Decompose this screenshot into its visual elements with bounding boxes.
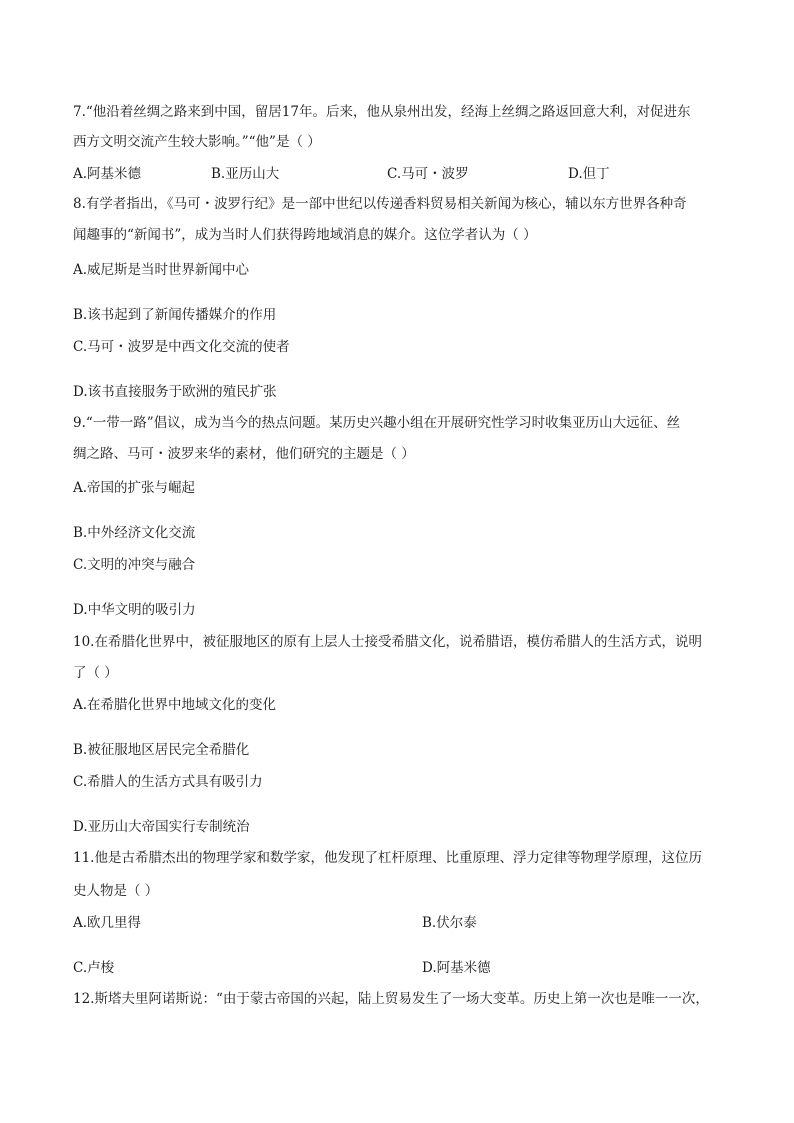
question-11-stem-line-2: 史人物是（ ）: [73, 883, 159, 899]
question-9-option-d: D.中华文明的吸引力: [73, 602, 196, 618]
question-11-option-c: C.卢梭: [73, 960, 115, 976]
question-11-stem-line-1: 11.他是古希腊杰出的物理学家和数学家，他发现了杠杆原理、比重原理、浮力定律等物理学原理，这位历: [73, 850, 702, 866]
question-7-option-a: A.阿基米德: [73, 166, 142, 182]
question-8-option-b: B.该书起到了新闻传播媒介的作用: [73, 307, 277, 323]
question-10-stem-line-1: 10.在希腊化世界中，被征服地区的原有上层人士接受希腊文化，说希腊语，模仿希腊人的生活方式，说明: [73, 634, 702, 650]
question-8-stem-line-1: 8.有学者指出，《马可・波罗行纪》是一部中世纪以传递香料贸易相关新闻为核心，辅以东方世界各种奇: [73, 196, 687, 212]
question-11-option-d: D.阿基米德: [422, 960, 491, 976]
question-9-option-a: A.帝国的扩张与崛起: [73, 480, 196, 496]
question-12-stem-line-1: 12.斯塔夫里阿诺斯说：“由于蒙古帝国的兴起，陆上贸易发生了一场大变革。历史上第一次也是唯一一次，: [73, 991, 709, 1007]
question-10-option-d: D.亚历山大帝国实行专制统治: [73, 819, 250, 835]
question-9-stem-line-1: 9.“一带一路”倡议，成为当今的热点问题。某历史兴趣小组在开展研究性学习时收集亚历山大远征、丝: [73, 415, 681, 431]
question-8-option-d: D.该书直接服务于欧洲的殖民扩张: [73, 384, 277, 400]
question-8-option-c: C.马可・波罗是中西文化交流的使者: [73, 339, 290, 355]
question-9-option-b: B.中外经济文化交流: [73, 525, 196, 541]
question-9-stem-line-2: 绸之路、马可・波罗来华的素材，他们研究的主题是（ ）: [73, 446, 415, 462]
question-11-option-b: B.伏尔泰: [422, 915, 477, 931]
question-8-stem-line-2: 闻趣事的“新闻书”，成为当时人们获得跨地域消息的媒介。这位学者认为（ ）: [73, 227, 537, 243]
question-8-option-a: A.威尼斯是当时世界新闻中心: [73, 262, 250, 278]
question-10-stem-line-2: 了（ ）: [73, 665, 118, 681]
question-11-option-a: A.欧几里得: [73, 915, 142, 931]
question-9-option-c: C.文明的冲突与融合: [73, 557, 196, 573]
question-7-stem-line-2: 西方文明交流产生较大影响。”“他”是（ ）: [73, 134, 321, 150]
question-7-stem-line-1: 7.“他沿着丝绸之路来到中国，留居17年。后来，他从泉州出发，经海上丝绸之路返回意大利，对促进东: [73, 104, 691, 120]
question-10-option-b: B.被征服地区居民完全希腊化: [73, 742, 250, 758]
question-10-option-a: A.在希腊化世界中地域文化的变化: [73, 697, 277, 713]
question-10-option-c: C.希腊人的生活方式具有吸引力: [73, 774, 263, 790]
question-7-option-d: D.但丁: [568, 166, 610, 182]
question-7-option-b: B.亚历山大: [211, 166, 280, 182]
question-7-option-c: C.马可・波罗: [387, 166, 469, 182]
